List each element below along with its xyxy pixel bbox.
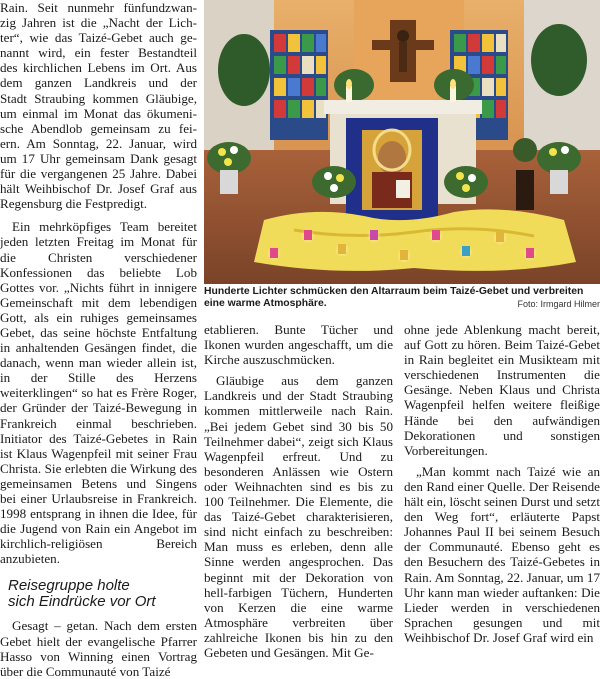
text-line: Rain. Seit nunmehr fünfundzwan-: [0, 0, 197, 15]
photo-credit: Foto: Irmgard Hilmer: [517, 299, 600, 309]
paragraph: Gläubige aus dem ganzen Landkreis und der Stadt Straubing kommen mittlerweile nach Rain. „Bei jedem Gebet sind 30 bis 50 Teilnehmer dabei“, zeigt sich Klaus Wagenpfeil erfreut. Und zu besonderen Anlässen wie Ostern oder Weihnachten sind es bis zu 100 Teilnehmer. Die Elemente, die das Taizé-Gebet charakterisieren, sind nicht einfach zu beschreiben: Man muss es erleben, denn alle Sinne werden angesprochen. Das beginnt mit der Dekoration von hell-farbigen Tüchern, Hunderten von Kerzen die eine warme Atmosphäre verbreiten über zahlreiche Ikonen bis hin zu den Gebeten und Gesängen. Mit Ge-: [204, 373, 393, 660]
article-column-3: [404, 322, 600, 645]
text-line: ter“, wie das Taizé-Gebet auch ge-: [0, 30, 197, 46]
text-line: um einmal im Monat das ökumeni-: [0, 105, 197, 121]
text-line: für die vergangenen 25 Jahre. Dabei: [0, 166, 197, 182]
text-line: Regensburg die Festpredigt.: [0, 196, 148, 212]
paragraph: Ein mehrköpfiges Team bereitet jeden letzten Freitag im Monat für die Christen verschiedener Konfessionen das beliebte Lob Gottes vor. „Nichts führt in innigere Gemeinschaft mit dem lebendigen Gott, als ein ruhiges gemeinsames Gebet, das seine höchste Entfaltung in anhaltenden Gesängen findet, die danach, wenn man wieder allein ist, in der Stille des Herzens weiterklingen“ so hat es Frère Roger, der Gründer der Taizé-Bewegung in Frankreich einmal beschrieben. Initiator des Taizé-Gebetes in Rain ist Klaus Wagenpfeil mit seiner Frau Christa. Sie erlebten die Wirkung des gemeinsamen Betens und Singens bei einer Urlaubsreise in Frankreich. 1998 entsprang in ihnen die Idee, für die Jugend von Rain ein Angebot im kirchlich-religiösen Bereich anzubieten.: [0, 219, 197, 567]
subheading: [8, 578, 197, 610]
caption-line: Hunderte Lichter schmücken den Altarraum beim Taizé-Gebet und verbreiten: [204, 286, 584, 297]
caption-line: eine warme Atmosphäre.: [204, 298, 327, 310]
intro-paragraph: [0, 0, 197, 211]
article-column-1: [0, 0, 197, 679]
text-line: des kirchlichen Lebens im Ort. Aus: [0, 60, 197, 76]
text-line: ern. Am Sonntag, 22. Januar, wird: [0, 135, 197, 151]
subheading-line: Reisegruppe holte: [8, 577, 130, 595]
text-line: dem ganzen Landkreis und der: [0, 75, 197, 91]
altar-photo-illustration: [204, 0, 600, 284]
paragraph: Gesagt – getan. Nach dem ersten Gebet hielt der evangelische Pfarrer Hasso von Winning einen Vortrag über die Communauté von Taizé: [0, 618, 197, 679]
subheading-line: sich Eindrücke vor Ort: [8, 593, 156, 611]
text-line: sche Abendlob gemeinsam zu fei-: [0, 120, 197, 136]
text-line: Stadt Straubing kommen Gläubige,: [0, 90, 197, 106]
paragraph: „Man kommt nach Taizé wie an den Rand einer Quelle. Der Reisende hält ein, löscht seinen Durst und setzt den Weg fort“, erläuterte Papst Johannes Paul II bei seinem Besuch der Communauté. Ebenso geht es den Besuchern des Taizé-Gebetes in Rain. Am Sonntag, 22. Januar, um 17 Uhr kann man wieder auftanken: Die Lieder werden in verschiedenen Sprachen gesungen und mit Weihbischof Dr. Josef Graf wird ein: [404, 463, 600, 645]
paragraph: etablieren. Bunte Tücher und Ikonen wurden angeschafft, um die Kirche auszuschmücken.: [204, 322, 393, 368]
paragraph: ohne jede Ablenkung macht bereit, auf Gott zu hören. Beim Taizé-Gebet in Rain begleitet ein Musikteam mit verschiedenen Instrumenten die Gesänge. Neben Klaus und Christa Wagenpfeil helfen weitere fleißige Hände bei den aufwändigen Dekorationen und sonstigen Vorbereitungen.: [404, 322, 600, 458]
altar-photo: [204, 0, 600, 284]
text-line: zig Jahren ist die „Nacht der Lich-: [0, 15, 197, 31]
text-line: um 17 Uhr gemeinsam Dank gesagt: [0, 150, 197, 166]
text-line: nannt wird, ein fester Bestandteil: [0, 45, 197, 61]
article-column-2: [204, 322, 393, 660]
text-line: hält Weihbischof Dr. Josef Graf aus: [0, 181, 197, 197]
